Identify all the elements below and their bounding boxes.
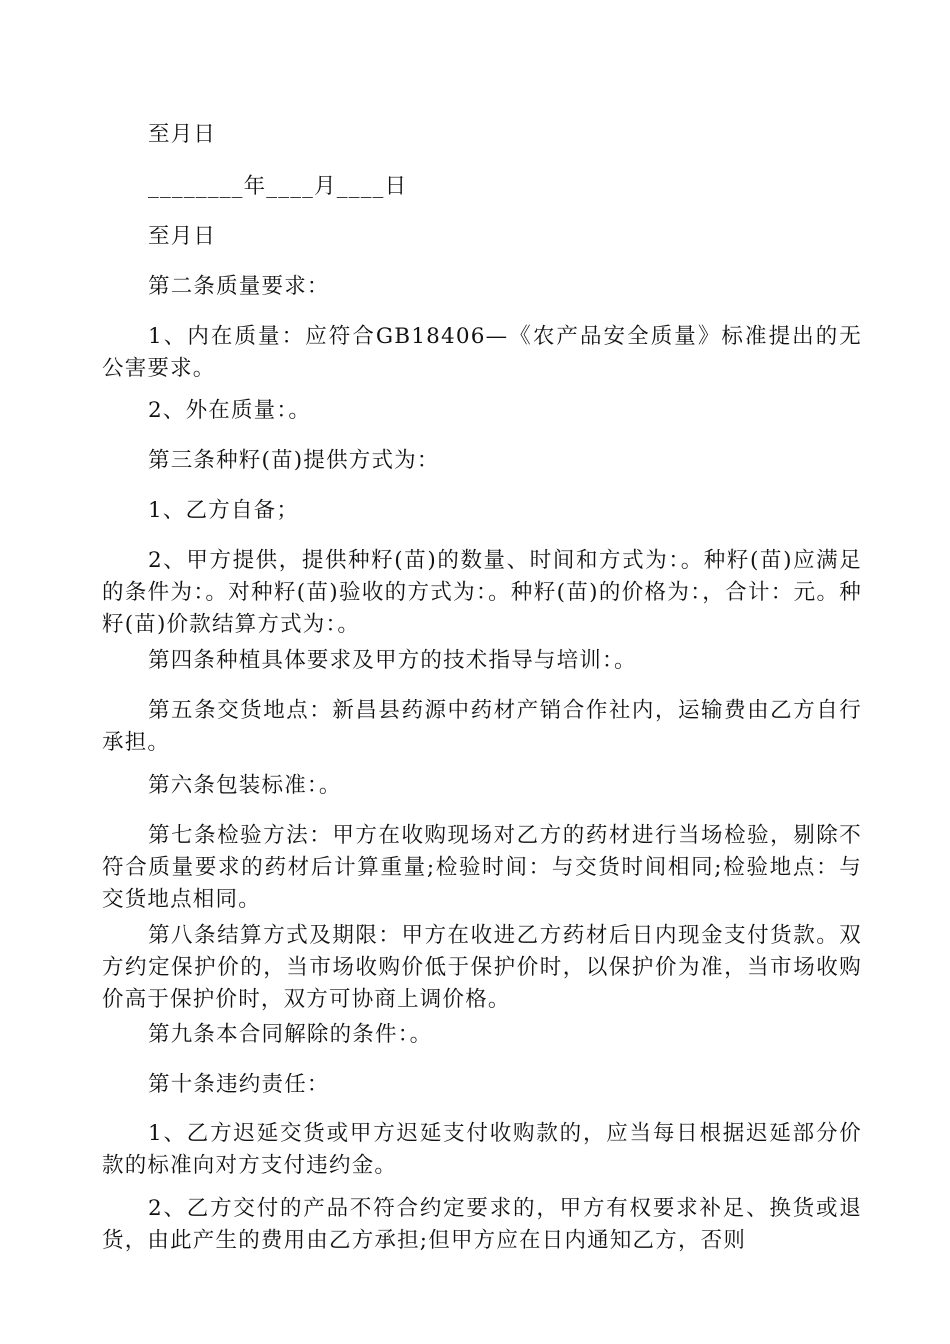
date-blank-line: ________年____月____日 — [148, 174, 408, 199]
clause-heading: 第九条本合同解除的条件：。 — [148, 1022, 433, 1047]
clause-heading: 第三条种籽(苗)提供方式为： — [148, 448, 440, 473]
clause-heading: 第十条违约责任： — [148, 1072, 330, 1097]
clause-paragraph: 2、甲方提供，提供种籽(苗)的数量、时间和方式为：。种籽(苗)应满足的条件为：。对种籽(苗)验收的方式为：。种籽(苗)的价格为：，合计：元。种籽(苗)价款结算方式为：。 — [102, 548, 862, 637]
clause-paragraph: 1、内在质量：应符合GB18406—《农产品安全质量》标准提出的无公害要求。 — [102, 324, 862, 381]
clause-heading: 第六条包装标准：。 — [148, 773, 342, 798]
clause-paragraph: 第五条交货地点：新昌县药源中药材产销合作社内，运输费由乙方自行承担。 — [102, 698, 862, 755]
clause-paragraph: 第七条检验方法：甲方在收购现场对乙方的药材进行当场检验，剔除不符合质量要求的药材后计算重量;检验时间：与交货时间相同;检验地点：与交货地点相同。 — [102, 823, 862, 912]
clause-heading: 第二条质量要求： — [148, 274, 330, 299]
clause-paragraph: 2、外在质量：。 — [148, 398, 312, 423]
clause-heading: 第四条种植具体要求及甲方的技术指导与培训：。 — [148, 648, 637, 673]
date-range-line: 至月日 — [148, 224, 217, 249]
clause-paragraph: 1、乙方自备； — [148, 498, 300, 523]
date-range-line: 至月日 — [148, 122, 217, 147]
clause-paragraph: 2、乙方交付的产品不符合约定要求的，甲方有权要求补足、换货或退货，由此产生的费用由乙方承担;但甲方应在日内通知乙方，否则 — [102, 1196, 862, 1253]
clause-paragraph: 第八条结算方式及期限：甲方在收进乙方药材后日内现金支付货款。双方约定保护价的，当市场收购价低于保护价时，以保护价为准，当市场收购价高于保护价时，双方可协商上调价格。 — [102, 923, 862, 1012]
clause-paragraph: 1、乙方迟延交货或甲方迟延支付收购款的，应当每日根据迟延部分价款的标准向对方支付违约金。 — [102, 1121, 862, 1178]
